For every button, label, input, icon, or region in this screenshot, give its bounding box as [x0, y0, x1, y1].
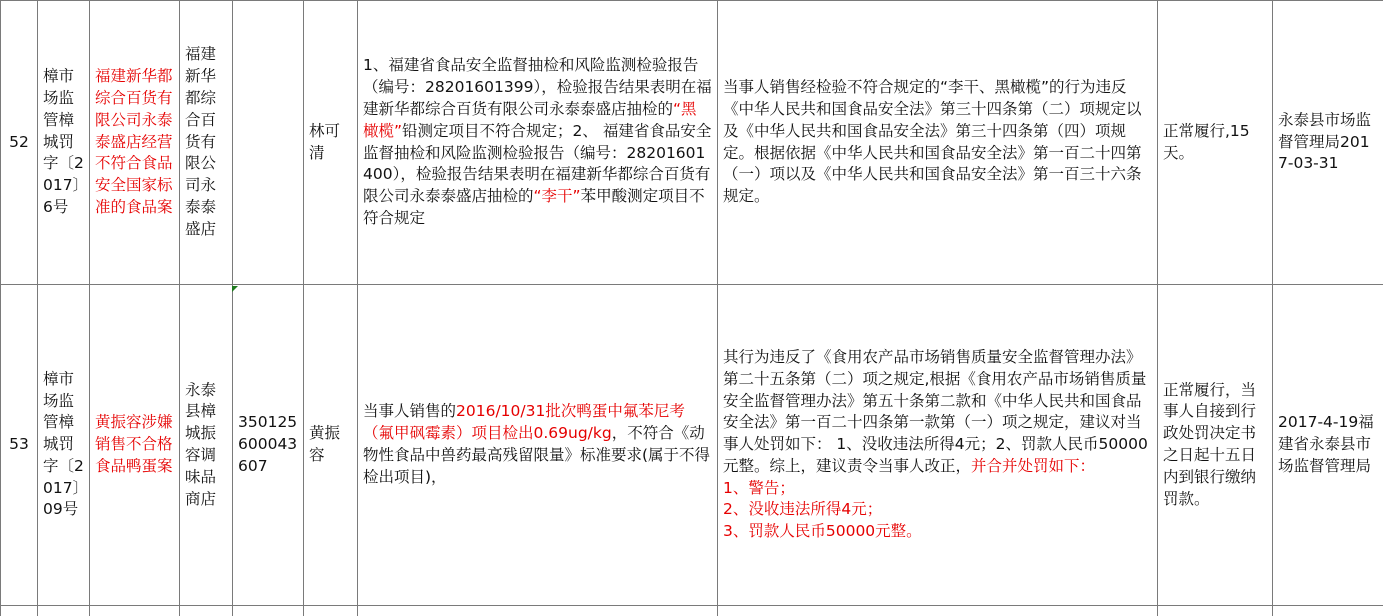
performance-status[interactable]: 正常履行,15天。 — [1158, 1, 1273, 285]
cell-comment-marker — [232, 286, 238, 292]
performance-status[interactable]: 正常履行，当事人自接到行政处罚决定书之日起十五日内到银行缴纳罚款。 — [1158, 285, 1273, 606]
department-date[interactable]: 永泰县市场监督管理局2017-03-31 — [1273, 1, 1383, 285]
credit-code[interactable]: 350125600043607 — [233, 285, 304, 606]
basis-highlight: 3、罚款人民币50000元整。 — [723, 522, 922, 540]
case-name[interactable]: 福建新华都综合百货有限公司永泰泰盛店经营不符合食品安全国家标准的食品案 — [90, 1, 180, 285]
facts-highlight: “李干” — [534, 187, 581, 205]
decision-number[interactable]: 樟市场监管樟城罚字〔2017〕6号 — [38, 1, 90, 285]
table-row-partial — [1, 606, 1383, 616]
row-index[interactable]: 52 — [1, 1, 38, 285]
party-name[interactable]: 福建新华都综合百货有限公司永泰泰盛店 — [180, 1, 233, 285]
empty-cell[interactable] — [358, 606, 718, 616]
table-row — [1, 1, 1383, 285]
empty-cell[interactable] — [180, 606, 233, 616]
basis-text: 其行为违反了《食用农产品市场销售质量安全监督管理办法》第二十五条第（二）项之规定,根据《食用农产品市场销售质量安全监督管理办法》第五十条第二款和《中华人民共和国食品安全法》第一百二十四条第一款第（一）项之规定，建议对当事人处罚如下： 1、没收违法所得4元；2、罚款人民币50000元整。综上，建议责令当事人改正， — [723, 348, 1148, 475]
table-row — [1, 285, 1383, 606]
facts-highlight: “黑橄榄” — [363, 100, 697, 140]
basis-highlight: 1、警告； — [723, 479, 795, 497]
party-name[interactable]: 永泰县樟城振容调味品商店 — [180, 285, 233, 606]
empty-cell[interactable] — [1, 606, 38, 616]
empty-cell[interactable] — [38, 606, 90, 616]
department-date[interactable]: 2017-4-19福建省永泰县市场监督管理局 — [1273, 285, 1383, 606]
facts-text: 1、福建省食品安全监督抽检和风险监测检验报告（编号：28201601399），检验报告结果表明在福建新华都综合百货有限公司永泰泰盛店抽检的 — [363, 56, 712, 118]
basis-highlight: 2、没收违法所得4元； — [723, 500, 882, 518]
empty-cell[interactable] — [233, 606, 304, 616]
penalty-basis[interactable] — [718, 285, 1158, 606]
violation-facts[interactable] — [358, 285, 718, 606]
case-name[interactable]: 黄振容涉嫌销售不合格食品鸭蛋案 — [90, 285, 180, 606]
legal-representative[interactable]: 黄振容 — [304, 285, 358, 606]
empty-cell[interactable] — [304, 606, 358, 616]
facts-highlight: 2016/10/31批次鸭蛋中氟苯尼考（氟甲砜霉素）项目检出0.69ug/kg — [363, 402, 685, 442]
empty-cell[interactable] — [1158, 606, 1273, 616]
facts-text: 苯甲酸测定项目不符合规定 — [363, 187, 705, 227]
penalty-basis[interactable]: 当事人销售经检验不符合规定的“李干、黑橄榄”的行为违反《中华人民共和国食品安全法》第三十四条第（二）项规定以及《中华人民共和国食品安全法》第三十四条第（四）项规定。根据依据《中华人民共和国食品安全法》第一百二十四第（一）项以及《中华人民共和国食品安全法》第一百三十六条规定。 — [718, 1, 1158, 285]
legal-representative[interactable]: 林可清 — [304, 1, 358, 285]
empty-cell[interactable] — [1273, 606, 1383, 616]
credit-code[interactable] — [233, 1, 304, 285]
violation-facts[interactable] — [358, 1, 718, 285]
row-index[interactable]: 53 — [1, 285, 38, 606]
facts-text: 当事人销售的 — [363, 402, 456, 420]
facts-text: ，不符合《动物性食品中兽药最高残留限量》标准要求(属于不得检出项目)， — [363, 424, 710, 486]
empty-cell[interactable] — [718, 606, 1158, 616]
facts-text: 铅测定项目不符合规定；2、 福建省食品安全监督抽检和风险监测检验报告（编号：28201601400），检验报告结果表明在福建新华都综合百货有限公司永泰泰盛店抽检的 — [363, 122, 711, 205]
basis-highlight: 并合并处罚如下： — [971, 457, 1095, 475]
empty-cell[interactable] — [90, 606, 180, 616]
decision-number[interactable]: 樟市场监管樟城罚字〔2017〕09号 — [38, 285, 90, 606]
